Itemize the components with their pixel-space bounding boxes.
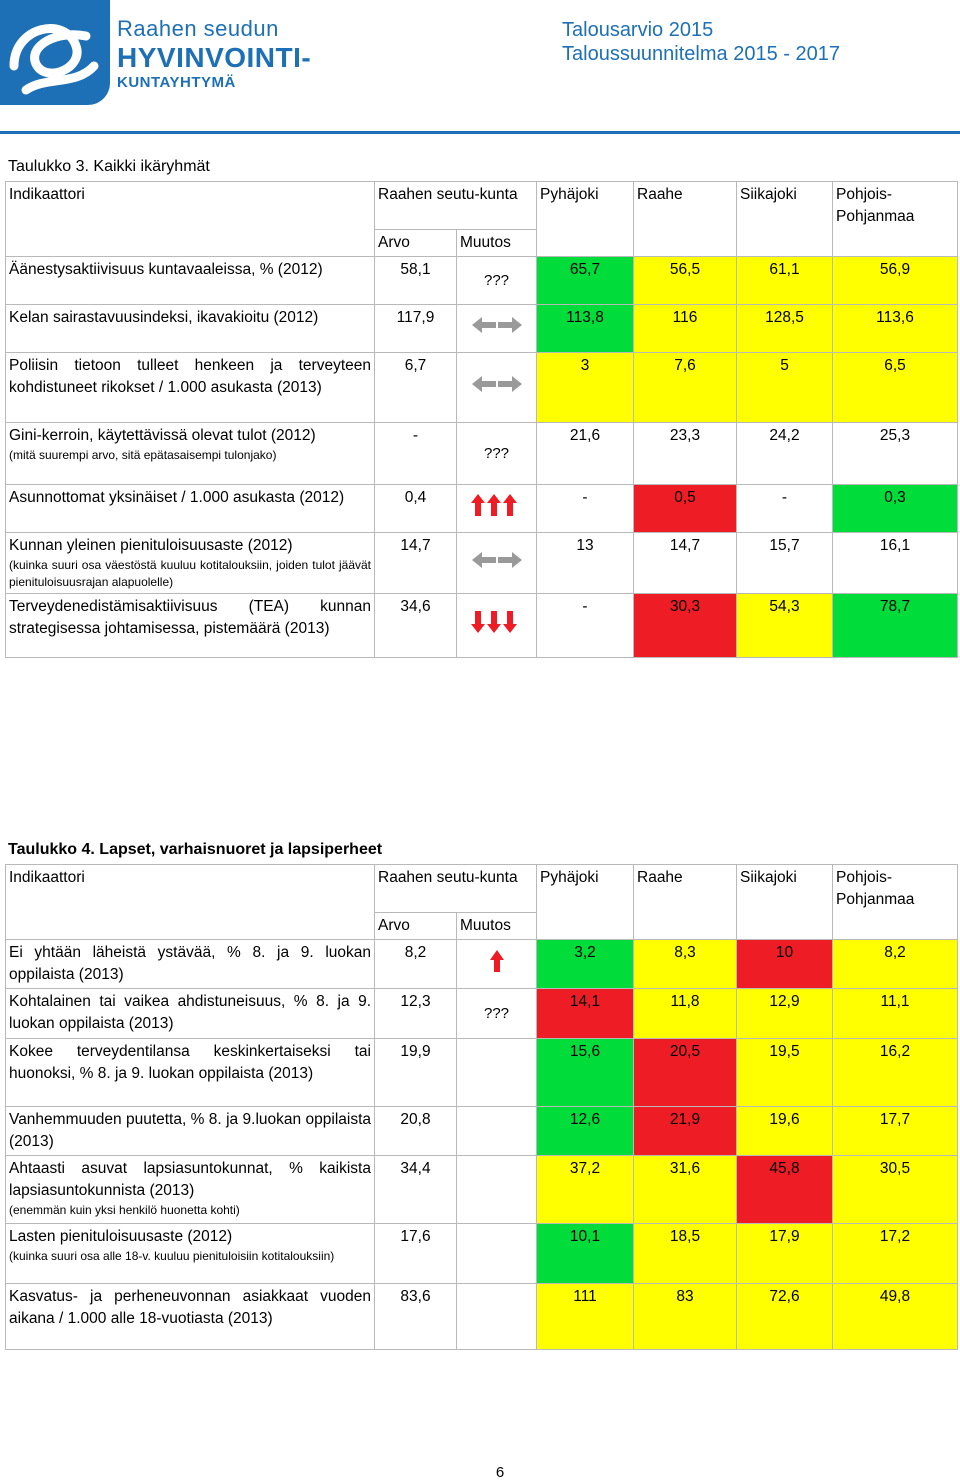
municipality-value-pohjois: 8,2 [833, 940, 958, 989]
indicator-label: Lasten pienituloisuusaste (2012) [9, 1228, 233, 1245]
municipality-value-pyhajoki: 65,7 [537, 257, 634, 305]
region-value: 0,4 [375, 485, 457, 533]
header-value: Arvo [375, 230, 457, 257]
change-indicator [457, 485, 537, 533]
municipality-value-pohjois: 49,8 [833, 1284, 958, 1350]
region-value: 17,6 [375, 1224, 457, 1284]
municipality-value-pyhajoki: 111 [537, 1284, 634, 1350]
indicator-label-cell [6, 1284, 375, 1350]
municipality-value-raahe: 14,7 [634, 533, 737, 594]
municipality-value-pyhajoki: 12,6 [537, 1107, 634, 1156]
region-value: 58,1 [375, 257, 457, 305]
municipality-value-siikajoki: 19,6 [737, 1107, 833, 1156]
municipality-value-raahe: 21,9 [634, 1107, 737, 1156]
header-change: Muutos [457, 230, 537, 257]
header-change: Muutos [457, 913, 537, 940]
table3-header-row [6, 182, 958, 230]
indicator-label-cell [6, 353, 375, 423]
region-value: 12,3 [375, 989, 457, 1039]
indicator-label-cell [6, 594, 375, 658]
up-arrow-icon [470, 961, 524, 978]
indicator-label-cell [6, 940, 375, 989]
indicator-label-cell [6, 533, 375, 594]
header-raahe: Raahe [634, 182, 737, 257]
municipality-value-pohjois: 6,5 [833, 353, 958, 423]
indicator-row [6, 485, 958, 533]
region-value: 19,9 [375, 1039, 457, 1107]
municipality-value-raahe: 8,3 [634, 940, 737, 989]
municipality-value-pyhajoki: 21,6 [537, 423, 634, 485]
region-value: 20,8 [375, 1107, 457, 1156]
municipality-value-raahe: 11,8 [634, 989, 737, 1039]
header-pyhajoki: Pyhäjoki [537, 865, 634, 940]
indicator-row [6, 533, 958, 594]
indicator-row [6, 257, 958, 305]
table4-title-text: Lapset, varhaisnuoret ja lapsiperheet [99, 841, 383, 858]
header-pyhajoki: Pyhäjoki [537, 182, 634, 257]
region-value: 14,7 [375, 533, 457, 594]
change-indicator [457, 423, 537, 485]
page-number: 6 [495, 1464, 505, 1481]
change-indicator [457, 533, 537, 594]
indicator-row [6, 989, 958, 1039]
municipality-value-siikajoki: 24,2 [737, 423, 833, 485]
municipality-value-raahe: 23,3 [634, 423, 737, 485]
indicator-row [6, 1156, 958, 1224]
municipality-value-pyhajoki: 14,1 [537, 989, 634, 1039]
change-indicator [457, 1107, 537, 1156]
unknown-trend-marker: ??? [483, 1004, 510, 1022]
header-pohjois-pohjanmaa: Pohjois-Pohjanmaa [833, 182, 958, 257]
triple-down-arrows-icon [470, 622, 524, 639]
indicator-label-cell [6, 1107, 375, 1156]
left-right-arrows-icon [470, 384, 524, 401]
table3-title [8, 158, 210, 176]
org-line-2: HYVINVOINTI- [117, 42, 312, 73]
municipality-value-raahe: 56,5 [634, 257, 737, 305]
municipality-value-pyhajoki: - [537, 485, 634, 533]
header-divider [0, 131, 960, 134]
triple-up-arrows-icon [470, 505, 524, 522]
municipality-value-siikajoki: 5 [737, 353, 833, 423]
municipality-value-siikajoki: 10 [737, 940, 833, 989]
indicator-label: Gini-kerroin, käytettävissä olevat tulot (2012) [9, 427, 316, 444]
municipality-value-pohjois: 11,1 [833, 989, 958, 1039]
municipality-value-pohjois: 0,3 [833, 485, 958, 533]
organization-name [117, 16, 311, 91]
municipality-value-siikajoki: 15,7 [737, 533, 833, 594]
change-indicator [457, 257, 537, 305]
indicator-note: (kuinka suuri osa väestöstä kuuluu kotitalouksiin, joiden tulot jäävät pienituloisuusrajan alapuolelle) [9, 558, 371, 589]
municipality-value-raahe: 116 [634, 305, 737, 353]
change-indicator [457, 989, 537, 1039]
region-value: 34,4 [375, 1156, 457, 1224]
knot-logo-icon [6, 6, 102, 98]
municipality-value-pohjois: 16,1 [833, 533, 958, 594]
unknown-trend-marker: ??? [483, 271, 510, 289]
region-value: 34,6 [375, 594, 457, 658]
municipality-value-pyhajoki: 10,1 [537, 1224, 634, 1284]
indicator-note: (enemmän kuin yksi henkilö huonetta kohti) [9, 1203, 240, 1217]
indicator-row [6, 423, 958, 485]
indicator-label: Poliisin tietoon tulleet henkeen ja terveyteen kohdistuneet rikokset / 1.000 asukasta (2013) [9, 357, 371, 396]
region-value: - [375, 423, 457, 485]
left-right-arrows-icon [470, 560, 524, 577]
indicator-row [6, 1224, 958, 1284]
header-pohjois-pohjanmaa: Pohjois-Pohjanmaa [833, 865, 958, 940]
table4-header-row [6, 865, 958, 913]
indicator-row [6, 1039, 958, 1107]
municipality-value-pyhajoki: 3 [537, 353, 634, 423]
table3-title-text: Kaikki ikäryhmät [93, 158, 210, 175]
table4-title [8, 841, 382, 859]
indicator-note: (kuinka suuri osa alle 18-v. kuuluu pienituloisiin kotitalouksiin) [9, 1249, 335, 1263]
municipality-value-pohjois: 78,7 [833, 594, 958, 658]
change-indicator [457, 940, 537, 989]
municipality-value-siikajoki: 72,6 [737, 1284, 833, 1350]
municipality-value-pyhajoki: 113,8 [537, 305, 634, 353]
municipality-value-pyhajoki: 13 [537, 533, 634, 594]
header-siikajoki: Siikajoki [737, 865, 833, 940]
indicator-label: Ei yhtään läheistä ystävää, % 8. ja 9. luokan oppilaista (2013) [9, 944, 371, 983]
change-indicator [457, 1284, 537, 1350]
municipality-value-pohjois: 56,9 [833, 257, 958, 305]
indicator-label-cell [6, 485, 375, 533]
indicator-label-cell [6, 423, 375, 485]
indicator-label-cell [6, 1039, 375, 1107]
change-indicator [457, 1039, 537, 1107]
change-indicator [457, 594, 537, 658]
region-value: 8,2 [375, 940, 457, 989]
indicator-label-cell [6, 989, 375, 1039]
municipality-value-siikajoki: 19,5 [737, 1039, 833, 1107]
indicator-label: Kokee terveydentilansa keskinkertaiseksi tai huonoksi, % 8. ja 9. luokan oppilaista (2013) [9, 1043, 371, 1082]
indicator-label: Kunnan yleinen pienituloisuusaste (2012) [9, 537, 293, 554]
indicator-label: Kelan sairastavuusindeksi, ikavakioitu (2012) [9, 309, 319, 326]
municipality-value-pohjois: 17,2 [833, 1224, 958, 1284]
municipality-value-raahe: 20,5 [634, 1039, 737, 1107]
municipality-value-pyhajoki: 15,6 [537, 1039, 634, 1107]
municipality-value-siikajoki: 128,5 [737, 305, 833, 353]
municipality-value-pohjois: 30,5 [833, 1156, 958, 1224]
change-indicator [457, 305, 537, 353]
region-value: 117,9 [375, 305, 457, 353]
table3-title-number: Taulukko 3. [8, 158, 89, 175]
municipality-value-siikajoki: 61,1 [737, 257, 833, 305]
municipality-value-pohjois: 25,3 [833, 423, 958, 485]
org-line-1: Raahen seudun [117, 16, 279, 41]
table4-title-number: Taulukko 4. [8, 841, 95, 858]
municipality-value-siikajoki: 45,8 [737, 1156, 833, 1224]
indicator-label: Terveydenedistämisaktiivisuus (TEA) kunnan strategisessa johtamisessa, pistemäärä (2013) [9, 598, 371, 637]
table4 [5, 864, 958, 1350]
indicator-label: Kasvatus- ja perheneuvonnan asiakkaat vuoden aikana / 1.000 alle 18-vuotiasta (2013) [9, 1288, 371, 1327]
indicator-label: Ahtaasti asuvat lapsiasuntokunnat, % kaikista lapsiasuntokunnista (2013) [9, 1160, 371, 1199]
municipality-value-pyhajoki: 37,2 [537, 1156, 634, 1224]
header-region: Raahen seutu-kunta [375, 865, 537, 913]
region-value: 83,6 [375, 1284, 457, 1350]
header-raahe: Raahe [634, 865, 737, 940]
municipality-value-raahe: 30,3 [634, 594, 737, 658]
indicator-row [6, 305, 958, 353]
indicator-label: Asunnottomat yksinäiset / 1.000 asukasta (2012) [9, 489, 345, 506]
municipality-value-pohjois: 17,7 [833, 1107, 958, 1156]
left-right-arrows-icon [470, 325, 524, 342]
municipality-value-siikajoki: 12,9 [737, 989, 833, 1039]
indicator-label-cell [6, 1224, 375, 1284]
header-indicator: Indikaattori [6, 182, 375, 257]
indicator-row [6, 594, 958, 658]
indicator-row [6, 1107, 958, 1156]
table3 [5, 181, 958, 658]
header-value: Arvo [375, 913, 457, 940]
header-indicator: Indikaattori [6, 865, 375, 940]
municipality-value-siikajoki: 17,9 [737, 1224, 833, 1284]
change-indicator [457, 353, 537, 423]
municipality-value-siikajoki: - [737, 485, 833, 533]
indicator-row [6, 1284, 958, 1350]
organization-logo [0, 0, 110, 105]
indicator-row [6, 353, 958, 423]
region-value: 6,7 [375, 353, 457, 423]
municipality-value-pyhajoki: - [537, 594, 634, 658]
municipality-value-raahe: 83 [634, 1284, 737, 1350]
indicator-label-cell [6, 305, 375, 353]
header-siikajoki: Siikajoki [737, 182, 833, 257]
indicator-label: Äänestysaktiivisuus kuntavaaleissa, % (2012) [9, 261, 323, 278]
municipality-value-raahe: 31,6 [634, 1156, 737, 1224]
municipality-value-pohjois: 16,2 [833, 1039, 958, 1107]
org-line-3: KUNTAYHTYMÄ [117, 74, 236, 91]
budget-title: Talousarvio 2015 [562, 19, 714, 41]
municipality-value-pohjois: 113,6 [833, 305, 958, 353]
municipality-value-raahe: 18,5 [634, 1224, 737, 1284]
header-region: Raahen seutu-kunta [375, 182, 537, 230]
indicator-row [6, 940, 958, 989]
municipality-value-raahe: 0,5 [634, 485, 737, 533]
unknown-trend-marker: ??? [483, 444, 510, 462]
municipality-value-raahe: 7,6 [634, 353, 737, 423]
indicator-label-cell [6, 1156, 375, 1224]
indicator-note: (mitä suurempi arvo, sitä epätasaisempi tulonjako) [9, 448, 277, 462]
municipality-value-pyhajoki: 3,2 [537, 940, 634, 989]
municipality-value-siikajoki: 54,3 [737, 594, 833, 658]
indicator-label-cell [6, 257, 375, 305]
plan-title: Taloussuunnitelma 2015 - 2017 [562, 43, 840, 65]
indicator-label: Kohtalainen tai vaikea ahdistuneisuus, % 8. ja 9. luokan oppilaista (2013) [9, 993, 371, 1032]
change-indicator [457, 1156, 537, 1224]
change-indicator [457, 1224, 537, 1284]
indicator-label: Vanhemmuuden puutetta, % 8. ja 9.luokan oppilaista (2013) [9, 1111, 371, 1150]
budget-header [562, 18, 840, 66]
